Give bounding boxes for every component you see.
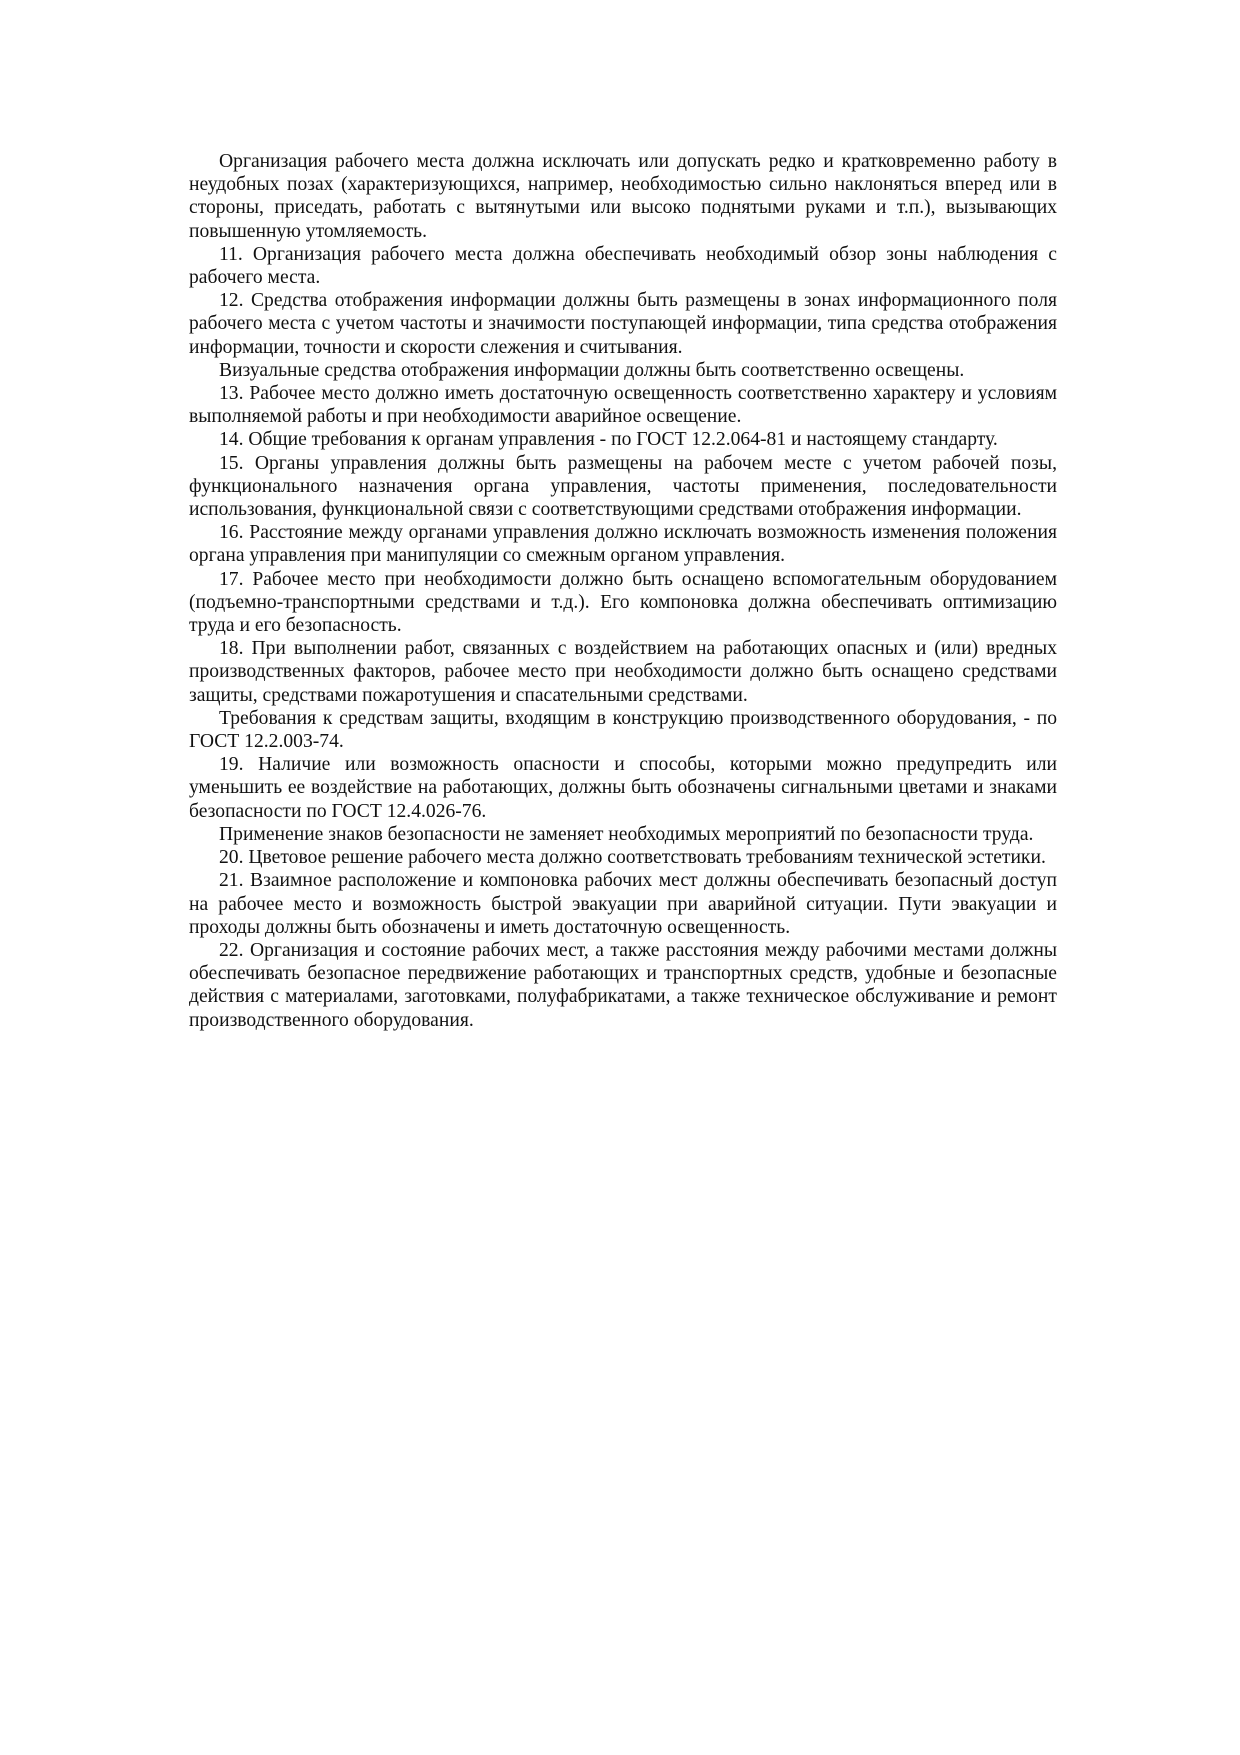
paragraph-13-illumination: 13. Рабочее место должно иметь достаточную освещенность соответственно характеру и условиям выполняемой работы и при необходимости аварийное освещение. bbox=[189, 383, 1057, 428]
paragraph-19-hazard-signals: 19. Наличие или возможность опасности и способы, которыми можно предупредить или уменьшить ее воздействие на работающих, должны быть обозначены сигнальными цветами и знаками безопасности по ГОСТ 12.4.026-76. bbox=[189, 754, 1057, 822]
paragraph-protection-requirements: Требования к средствам защиты, входящим в конструкцию производственного оборудования, - по ГОСТ 12.2.003-74. bbox=[189, 707, 1057, 753]
paragraph-14-controls-general: 14. Общие требования к органам управления - по ГОСТ 12.2.064-81 и настоящему стандарту. bbox=[219, 429, 998, 451]
paragraph-12-information-display: 12. Средства отображения информации должны быть размещены в зонах информационного поля рабочего места с учетом частоты и значимости поступающей информации, типа средства отображения информации, точности и скорости слежения и считывания. bbox=[189, 290, 1057, 358]
paragraph-18-protection-means: 18. При выполнении работ, связанных с воздействием на работающих опасных и (или) вредных производственных факторов, рабочее место при необходимости должно быть оснащено средствами защиты, средствами пожаротушения и спасательными средствами. bbox=[189, 638, 1057, 706]
paragraph-visual-display-lighting: Визуальные средства отображения информации должны быть соответственно освещены. bbox=[219, 359, 965, 381]
paragraph-20-color-design: 20. Цветовое решение рабочего места должно соответствовать требованиям технической эстетики. bbox=[219, 847, 1046, 869]
paragraph-safety-signs: Применение знаков безопасности не заменяет необходимых мероприятий по безопасности труда. bbox=[219, 823, 1034, 845]
paragraph-15-controls-placement: 15. Органы управления должны быть размещены на рабочем месте с учетом рабочей позы, функционального назначения органа управления, частоты применения, последовательности использования, функциональной связи с соответствующими средствами отображения информации. bbox=[189, 452, 1057, 521]
paragraph-17-auxiliary-equipment: 17. Рабочее место при необходимости должно быть оснащено вспомогательным оборудованием (подъемно-транспортными средствами и т.д.). Его компоновка должна обеспечивать оптимизацию труда и его безопасность. bbox=[189, 568, 1057, 637]
paragraph-21-evacuation: 21. Взаимное расположение и компоновка рабочих мест должны обеспечивать безопасный доступ на рабочее место и возможность быстрой эвакуации при аварийной ситуации. Пути эвакуации и проходы должны быть обозначены и иметь достаточную освещенность. bbox=[189, 870, 1057, 938]
document-body bbox=[189, 150, 1057, 1032]
paragraph-16-controls-distance: 16. Расстояние между органами управления должно исключать возможность изменения положения органа управления при манипуляции со смежным органом управления. bbox=[189, 522, 1057, 567]
paragraph-11-observation-zone: 11. Организация рабочего места должна обеспечивать необходимый обзор зоны наблюдения с рабочего места. bbox=[189, 243, 1057, 289]
paragraph-workplace-posture: Организация рабочего места должна исключать или допускать редко и кратковременно работу в неудобных позах (характеризующихся, например, необходимостью сильно наклоняться вперед или в стороны, приседать, работать с вытянутыми или высоко поднятыми руками и т.п.), вызывающих повышенную утомляемость. bbox=[189, 151, 1057, 242]
paragraph-22-workplace-layout: 22. Организация и состояние рабочих мест, а также расстояния между рабочими местами должны обеспечивать безопасное передвижение работающих и транспортных средств, удобные и безопасные действия с материалами, заготовками, полуфабрикатами, а также техническое обслуживание и ремонт производственного оборудования. bbox=[189, 939, 1057, 1031]
